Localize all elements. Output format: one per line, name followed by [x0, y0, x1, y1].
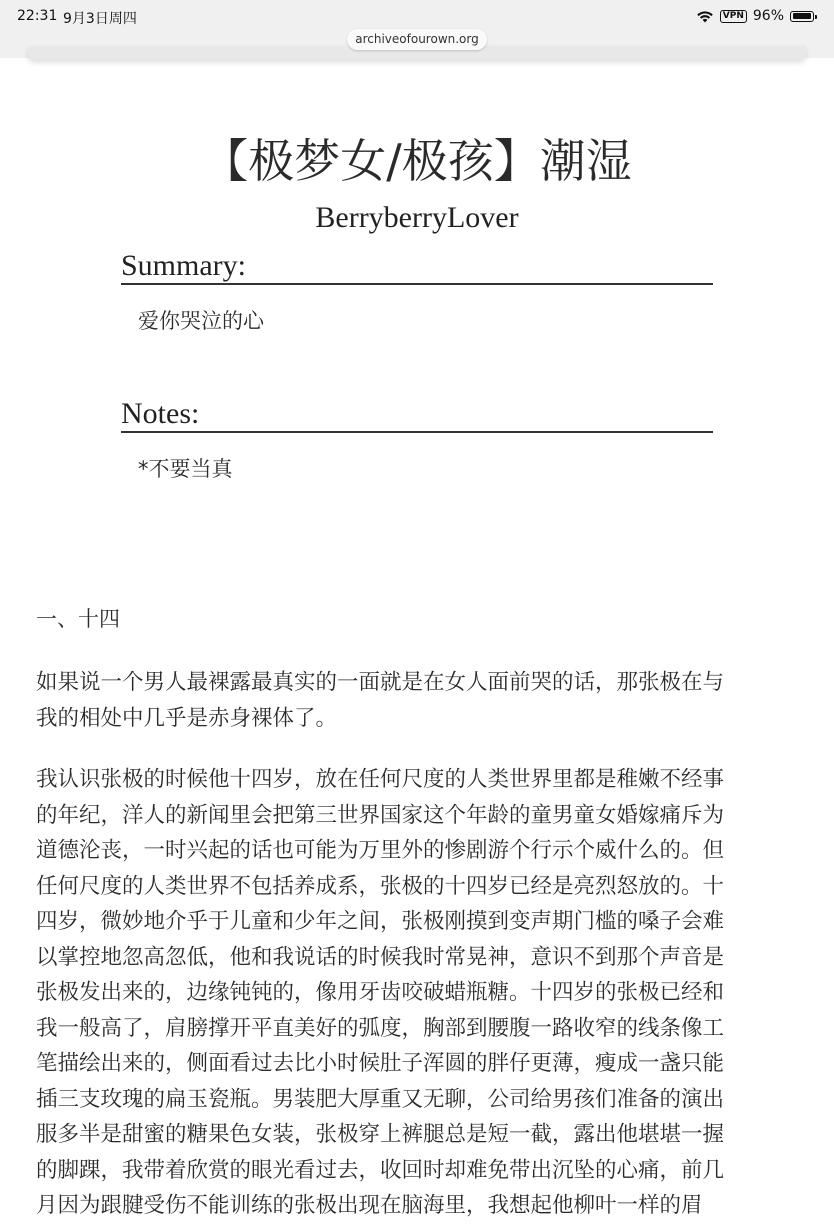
battery-percentage: 96%: [752, 8, 784, 24]
battery-fill: [793, 13, 811, 19]
paragraph-line: 道德沦丧，一时兴起的话也可能为万里外的惨剧游个行示个威什么的。但: [36, 838, 725, 863]
paragraph-line: 张极发出来的，边缘钝钝的，像用牙齿咬破蜡瓶糖。十四岁的张极已经和: [36, 980, 725, 1005]
chapter-paragraph: [36, 762, 798, 1224]
paragraph-line: 我一般高了，肩膀撑开平直美好的弧度，胸部到腰腹一路收窄的线条像工: [36, 1015, 725, 1041]
status-time: 22:31: [17, 8, 58, 24]
paragraph-line: 插三支玫瑰的扁玉瓷瓶。男装肥大厚重又无聊，公司给男孩们准备的演出: [36, 1086, 725, 1112]
notes-text: *不要当真: [138, 457, 233, 481]
summary-text: 爱你哭泣的心: [138, 309, 264, 333]
status-date: 9月3日周四: [63, 11, 137, 27]
notes-heading: Notes:: [121, 397, 713, 433]
url-bar[interactable]: archiveofourown.org: [347, 29, 487, 50]
paragraph-line: 的年纪，洋人的新闻里会把第三世界国家这个年龄的童男童女婚嫁痛斥为: [36, 802, 725, 828]
summary-heading: Summary:: [121, 249, 713, 285]
paragraph-line: 的脚踝，我带着欣赏的眼光看过去，收回时却难免带出沉坠的心痛，前几: [36, 1157, 725, 1183]
paragraph-line: 我认识张极的时候他十四岁，放在任何尺度的人类世界里都是稚嫩不经事: [36, 767, 725, 792]
paragraph-line: 服多半是甜蜜的糖果色女装，张极穿上裤腿总是短一截，露出他堪堪一握: [36, 1122, 725, 1147]
paragraph-line: 如果说一个男人最裸露最真实的一面就是在女人面前哭的话，那张极在与: [36, 670, 725, 695]
paragraph-line: 笔描绘出来的，侧面看过去比小时候肚子浑圆的胖仔更薄，瘦成一盏只能: [36, 1051, 725, 1076]
paragraph-line: 四岁，微妙地介乎于儿童和少年之间，张极刚摸到变声期门槛的嗓子会难: [36, 909, 725, 934]
paragraph-line: 任何尺度的人类世界不包括养成系，张极的十四岁已经是亮烈怒放的。十: [36, 873, 725, 899]
paragraph-line: 我的相处中几乎是赤身裸体了。: [36, 705, 338, 731]
chapter-heading: 一、十四: [36, 607, 120, 631]
chapter-paragraph: [36, 665, 798, 736]
battery-icon: [790, 11, 814, 22]
paragraph-line: 以掌控地忽高忽低，他和我说话的时候我时常晃神，意识不到那个声音是: [36, 944, 725, 970]
author-link[interactable]: BerryberryLover: [315, 201, 519, 234]
wifi-icon: [696, 10, 714, 23]
status-indicators: [696, 8, 814, 24]
work-title: 【极梦女/极孩】潮湿: [202, 134, 632, 188]
vpn-badge: VPN: [720, 10, 747, 23]
paragraph-line: 月因为跟腱受伤不能训练的张极出现在脑海里，我想起他柳叶一样的眉: [36, 1193, 703, 1218]
